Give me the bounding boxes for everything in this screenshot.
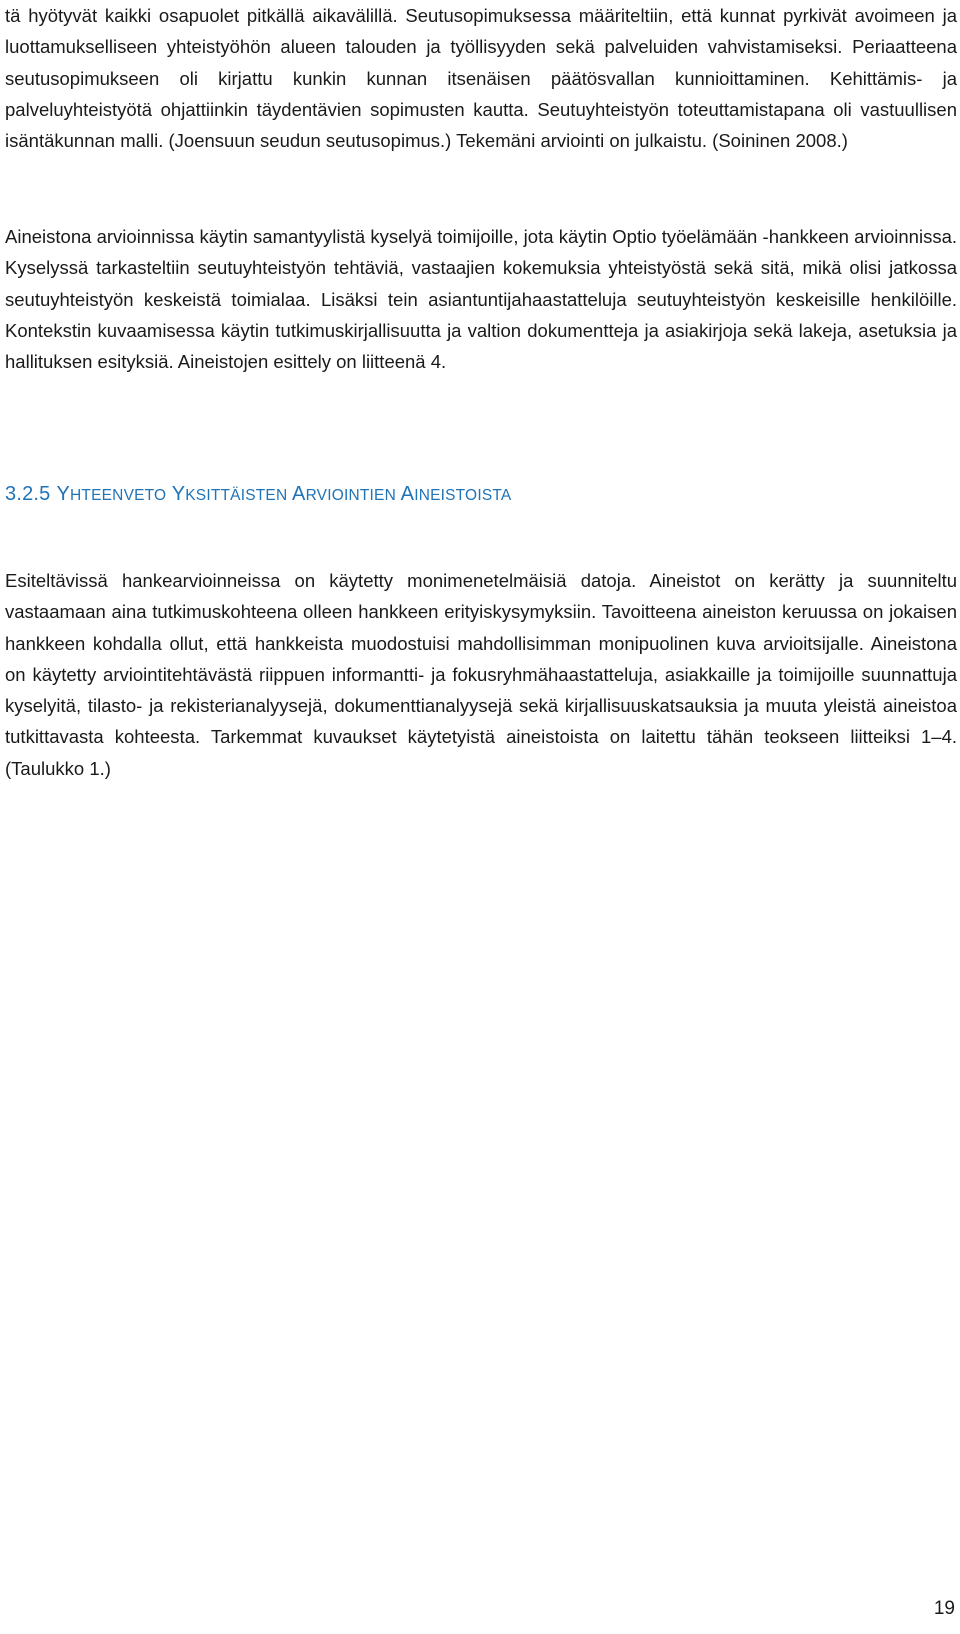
body-paragraph: Esiteltävissä hankearvioinneissa on käytetty monimenetelmäisiä datoja. Aineistot on kerätty ja suunniteltu vastaamaan aina tutkimuskohteena olleen hankkeen erityiskysymyksiin. Tavoitteena aineiston keruussa on jokaisen hankkeen kohdalla ollut, että hankkeista muodostuisi mahdollisimman monipuolinen kuva arvioitsijalle. Aineistona on käytetty arviointitehtävästä riippuen informantti- ja fokusryhmähaastatteluja, asiakkaille ja toimijoille suunnattuja kyselyitä, tilasto- ja rekisterianalyysejä, dokumenttianalyysejä sekä kirjallisuuskatsauksia ja muuta yleistä aineistoa tutkittavasta kohteesta. Tarkemmat kuvaukset käytetyistä aineistoista on laitettu tähän teokseen liitteiksi 1–4. (Taulukko 1.): [5, 570, 957, 779]
body-paragraph: Aineistona arvioinnissa käytin samantyylistä kyselyä toimijoille, jota käytin Optio työelämään -hankkeen arvioinnissa. Kyselyssä tarkasteltiin seutuyhteistyön tehtäviä, vastaajien kokemuksia yhteistyöstä sekä sitä, mikä olisi jatkossa seutuyhteistyön keskeistä toimialaa. Lisäksi tein asiantuntijahaastatteluja seutuyhteistyön keskeisille henkilöille. Kontekstin kuvaamisessa käytin tutkimuskirjallisuutta ja valtion dokumentteja ja asiakirjoja sekä lakeja, asetuksia ja hallituksen esityksiä. Aineistojen esittely on liitteenä 4.: [5, 226, 957, 373]
section-heading: [5, 480, 511, 510]
section-number: 3.2.5: [5, 483, 51, 505]
page-number: 19: [933, 1598, 955, 1619]
section-title: YHTEENVETO YKSITTÄISTEN ARVIOINTIEN AINEISTOISTA: [56, 483, 512, 505]
body-paragraph: tä hyötyvät kaikki osapuolet pitkällä aikavälillä. Seutusopimuksessa määriteltiin, että kunnat pyrkivät avoimeen ja luottamukselliseen yhteistyöhön alueen talouden ja työllisyyden sekä palveluiden vahvistamiseksi. Periaatteena seutusopimukseen oli kirjattu kunkin kunnan itsenäisen päätösvallan kunnioittaminen. Kehittämis- ja palveluyhteistyötä ohjattiinkin täydentävien sopimusten kautta. Seutuyhteistyön toteuttamistapana oli vastuullisen isäntäkunnan malli. (Joensuun seudun seutusopimus.) Tekemäni arviointi on julkaistu. (Soininen 2008.): [5, 5, 957, 152]
